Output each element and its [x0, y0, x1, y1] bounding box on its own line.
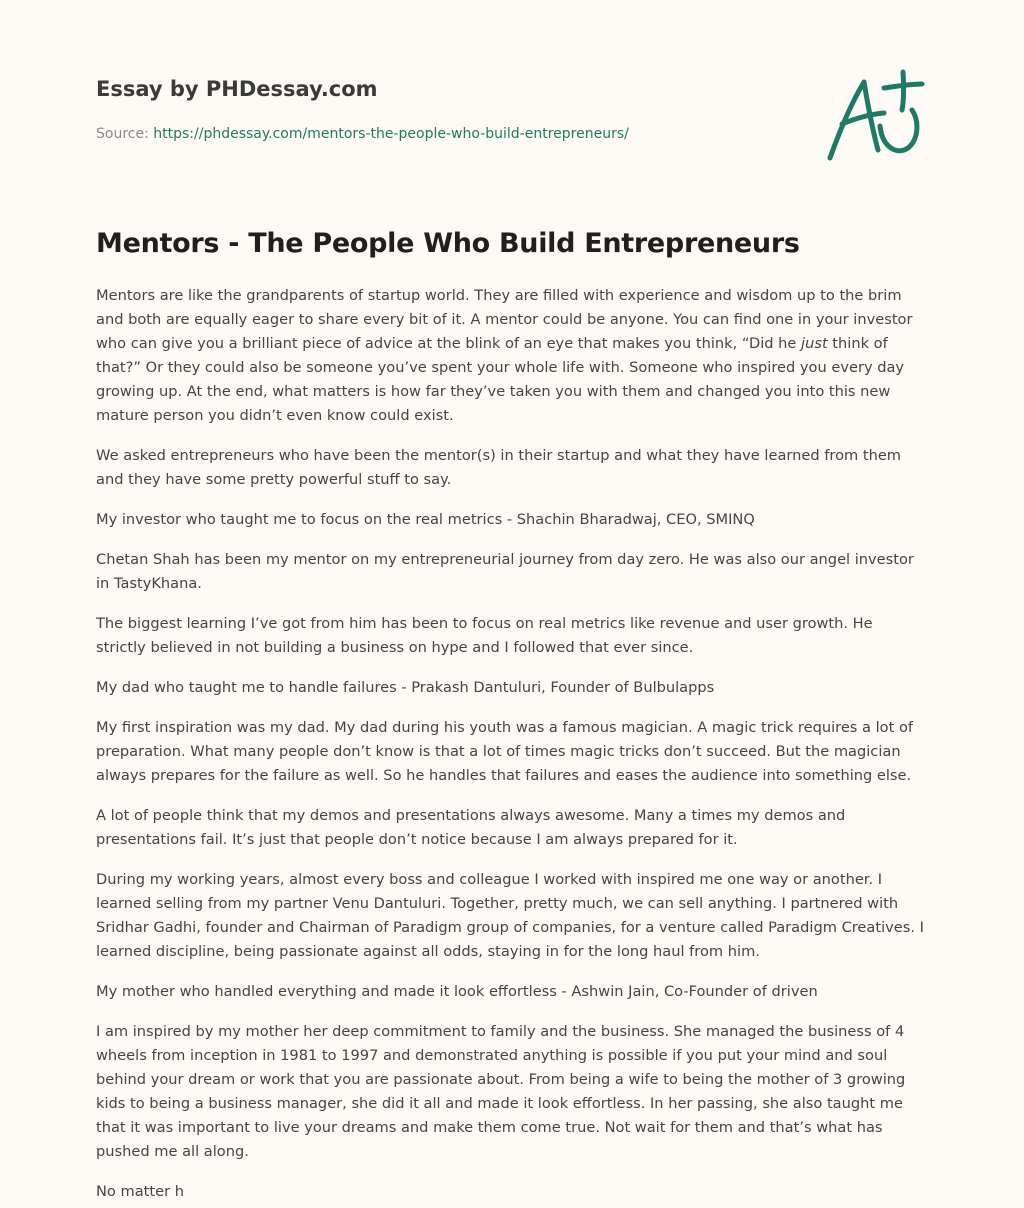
paragraph-truncated: No matter h [96, 1183, 184, 1200]
paragraph-metrics: The biggest learning I’ve got from him has been to focus on real metrics like revenue and user growth. He strictly believed in not building a business on hype and I followed that ever since. [96, 615, 873, 656]
emphasis-just: just [801, 335, 828, 352]
essay-title: Mentors - The People Who Build Entrepreneurs [96, 228, 800, 259]
subheading-ashwin: My mother who handled everything and made it look effortless - Ashwin Jain, Co-Founder of driven [96, 983, 818, 1000]
paragraph-chetan: Chetan Shah has been my mentor on my entrepreneurial journey from day zero. He was also our angel investor in TastyKhana. [96, 551, 914, 592]
paragraph-demos: A lot of people think that my demos and presentations always awesome. Many a times my demos and presentations fail. It’s just that people don’t notice because I am always prepared for it. [96, 807, 846, 848]
paragraph-mother: I am inspired by my mother her deep commitment to family and the business. She managed the business of 4 wheels from inception in 1981 to 1997 and demonstrated anything is possible if you put your mind and soul behind your dream or work that you are passionate about. From being a wife to being the mother of 3 growing kids to being a business manager, she did it all and made it look effortless. In her passing, she also taught me that it was important to live your dreams and make them come true. Not wait for them and that’s what has pushed me all along. [96, 1023, 906, 1160]
paragraph-working-years: During my working years, almost every boss and colleague I worked with inspired me one way or another. I learned selling from my partner Venu Dantuluri. Together, pretty much, we can sell anything. I partnered with Sridhar Gadhi, founder and Chairman of Paradigm group of companies, for a venture called Paradigm Creatives. I learned discipline, being passionate against all odds, staying in for the long haul from him. [96, 871, 924, 960]
source-label: Source: [96, 126, 149, 142]
source-line [96, 124, 796, 144]
brand-name: Essay by PHDessay.com [96, 77, 378, 101]
paragraph-1: Mentors are like the grandparents of startup world. They are filled with experience and wisdom up to the brim and both are equally eager to share every bit of it. A mentor could be anyone. You can find one in your investor who can give you a brilliant piece of advice at the blink of an eye that makes you think, “Did he just think of that?” Or they could also be someone you’ve spent your whole life with. Someone who inspired you every day growing up. At the end, what matters is how far they’ve taken you with them and changed you into this new mature person you didn’t even know could exist. [96, 287, 913, 424]
paragraph-magician: My first inspiration was my dad. My dad during his youth was a famous magician. A magic trick requires a lot of preparation. What many people don’t know is that a lot of times magic tricks don’t succeed. But the magician always prepares for the failure as well. So he handles that failures and eases the audience into something else. [96, 719, 914, 784]
essay-body [96, 284, 926, 1204]
source-link[interactable]: https://phdessay.com/mentors-the-people-who-build-entrepreneurs/ [153, 126, 629, 142]
a-plus-logo-icon [822, 66, 926, 166]
subheading-prakash: My dad who taught me to handle failures - Prakash Dantuluri, Founder of Bulbulapps [96, 679, 715, 696]
subheading-shachin: My investor who taught me to focus on the real metrics - Shachin Bharadwaj, CEO, SMINQ [96, 511, 755, 528]
paragraph-2: We asked entrepreneurs who have been the mentor(s) in their startup and what they have learned from them and they have some pretty powerful stuff to say. [96, 447, 902, 488]
essay-header [96, 74, 796, 144]
